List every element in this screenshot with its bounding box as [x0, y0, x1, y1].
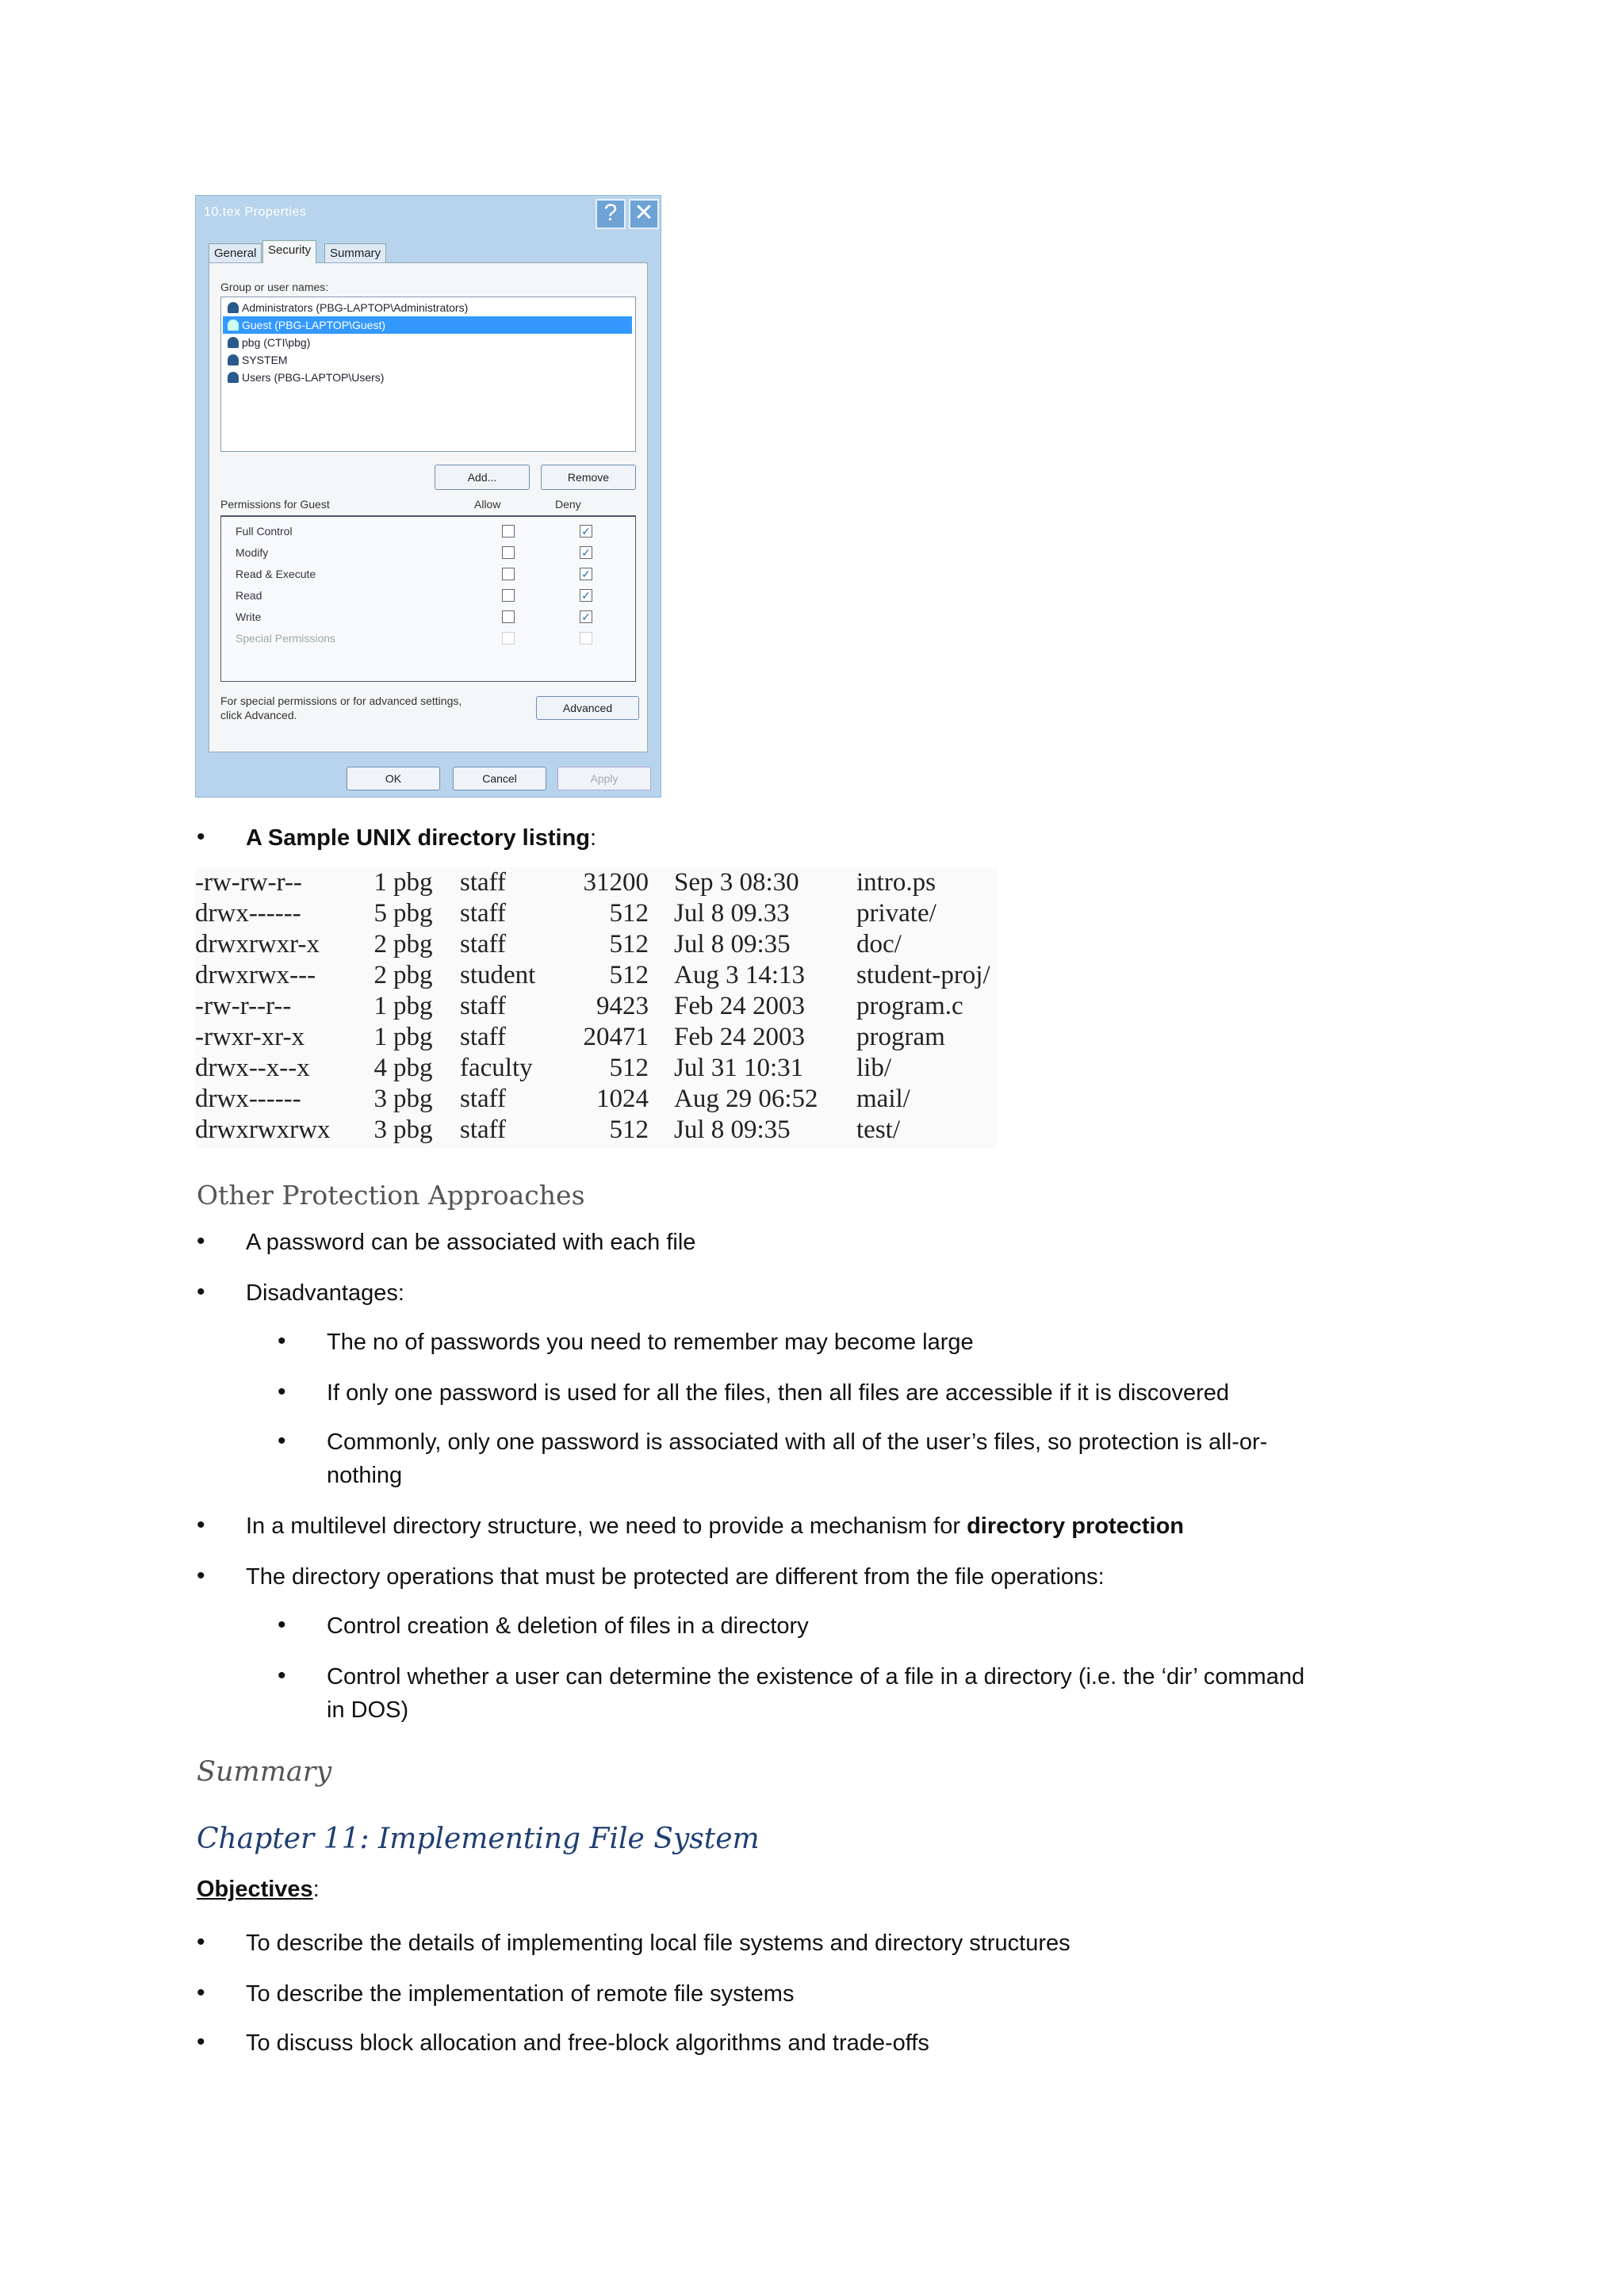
cancel-button[interactable]: Cancel — [453, 767, 546, 790]
sub-bullet: • — [278, 1379, 286, 1405]
deny-checkbox-special — [580, 632, 592, 645]
bullet: • — [197, 2029, 205, 2055]
security-panel — [209, 262, 648, 752]
dialog-title: 10.tex Properties — [204, 205, 307, 219]
add-button[interactable]: Add... — [435, 465, 530, 490]
user-item-system[interactable]: SYSTEM — [223, 351, 632, 369]
permission-row-modify: Modify ✓ — [236, 543, 632, 562]
sub-bullet-text-continued: in DOS) — [327, 1697, 409, 1723]
user-icon — [228, 320, 239, 331]
allow-checkbox-special — [502, 632, 515, 645]
ok-button[interactable]: OK — [347, 767, 440, 790]
permission-row-full-control: Full Control ✓ — [236, 522, 632, 541]
allow-checkbox-full-control[interactable] — [502, 525, 515, 538]
bullet: • — [197, 1279, 205, 1305]
permissions-label: Permissions for Guest — [220, 498, 330, 511]
sub-bullet-text-continued: nothing — [327, 1463, 403, 1488]
tab-summary[interactable]: Summary — [324, 243, 386, 263]
objective-item: To describe the details of implementing local file systems and directory structures — [246, 1931, 1071, 1956]
sub-bullet-text: Control creation & deletion of files in a directory — [327, 1613, 809, 1639]
sub-bullet-text: The no of passwords you need to remember may become large — [327, 1330, 974, 1355]
summary-heading: Summary — [197, 1756, 332, 1788]
user-icon — [228, 337, 239, 348]
deny-checkbox-read[interactable]: ✓ — [580, 589, 592, 602]
user-item-pbg[interactable]: pbg (CTI\pbg) — [223, 334, 632, 351]
listing-row: -rwxr-xr-x 1 pbg staff 20471 Feb 24 2003 program — [195, 1023, 945, 1051]
sub-bullet-text: Control whether a user can determine the existence of a file in a directory (i.e. the ‘dir’ command — [327, 1664, 1305, 1689]
users-icon — [228, 302, 239, 313]
sub-bullet: • — [278, 1663, 286, 1689]
permission-row-read: Read ✓ — [236, 586, 632, 605]
apply-button: Apply — [557, 767, 651, 790]
allow-checkbox-modify[interactable] — [502, 546, 515, 559]
listing-row: -rw-rw-r-- 1 pbg staff 31200 Sep 3 08:30 intro.ps — [195, 868, 936, 897]
deny-column-header: Deny — [555, 498, 581, 511]
allow-column-header: Allow — [474, 498, 501, 511]
bullet-text: A password can be associated with each file — [246, 1230, 696, 1255]
allow-checkbox-read-execute[interactable] — [502, 568, 515, 580]
permission-row-special: Special Permissions — [236, 629, 632, 648]
sub-bullet: • — [278, 1328, 286, 1354]
users-icon — [228, 372, 239, 383]
allow-checkbox-write[interactable] — [502, 610, 515, 623]
user-item-administrators[interactable]: Administrators (PBG-LAPTOP\Administrators) — [223, 299, 632, 316]
bullet: • — [197, 824, 205, 850]
objectives-label: Objectives: — [197, 1877, 320, 1902]
sub-bullet-text: If only one password is used for all the files, then all files are accessible if it is discovered — [327, 1380, 1229, 1406]
group-label: Group or user names: — [220, 281, 329, 293]
tab-security[interactable]: Security — [262, 240, 316, 263]
deny-checkbox-full-control[interactable]: ✓ — [580, 525, 592, 538]
permission-row-write: Write ✓ — [236, 607, 632, 626]
sub-bullet: • — [278, 1428, 286, 1454]
listing-row: drwx------ 5 pbg staff 512 Jul 8 09.33 private/ — [195, 899, 936, 928]
bullet-text: In a multilevel directory structure, we need to provide a mechanism for directory protection — [246, 1513, 1185, 1539]
bullet: • — [197, 1980, 205, 2006]
bullet: • — [197, 1512, 205, 1538]
listing-row: -rw-r--r-- 1 pbg staff 9423 Feb 24 2003 program.c — [195, 992, 963, 1020]
listing-row: drwx------ 3 pbg staff 1024 Aug 29 06:52 mail/ — [195, 1085, 910, 1113]
remove-button[interactable]: Remove — [541, 465, 636, 490]
permission-row-read-execute: Read & Execute ✓ — [236, 564, 632, 584]
objective-item: To describe the implementation of remote file systems — [246, 1981, 795, 2007]
chapter-heading: Chapter 11: Implementing File System — [197, 1823, 760, 1855]
listing-row: drwx--x--x 4 pbg faculty 512 Jul 31 10:31 lib/ — [195, 1054, 892, 1082]
allow-checkbox-read[interactable] — [502, 589, 515, 602]
user-list[interactable] — [220, 297, 636, 452]
permissions-list — [220, 515, 636, 682]
close-button[interactable]: ✕ — [629, 199, 659, 229]
unix-listing-heading: A Sample UNIX directory listing: — [246, 825, 597, 851]
tab-general[interactable]: General — [209, 243, 262, 263]
deny-checkbox-write[interactable]: ✓ — [580, 610, 592, 623]
bullet: • — [197, 1929, 205, 1955]
unix-directory-listing — [195, 867, 998, 1148]
objective-item: To discuss block allocation and free-block algorithms and trade-offs — [246, 2030, 929, 2056]
deny-checkbox-read-execute[interactable]: ✓ — [580, 568, 592, 580]
section-heading-other-protection: Other Protection Approaches — [197, 1180, 585, 1211]
listing-row: drwxrwxr-x 2 pbg staff 512 Jul 8 09:35 doc/ — [195, 930, 902, 959]
bullet-text: Disadvantages: — [246, 1280, 404, 1306]
sub-bullet-text: Commonly, only one password is associated with all of the user’s files, so protection is all-or- — [327, 1429, 1268, 1455]
user-item-users[interactable]: Users (PBG-LAPTOP\Users) — [223, 369, 632, 386]
bullet: • — [197, 1228, 205, 1254]
deny-checkbox-modify[interactable]: ✓ — [580, 546, 592, 559]
users-icon — [228, 354, 239, 365]
bullet: • — [197, 1563, 205, 1589]
listing-row: drwxrwx--- 2 pbg student 512 Aug 3 14:13 student-proj/ — [195, 961, 990, 989]
listing-row: drwxrwxrwx 3 pbg staff 512 Jul 8 09:35 test/ — [195, 1115, 900, 1144]
special-permissions-text: For special permissions or for advanced settings, — [220, 695, 462, 707]
help-button[interactable]: ? — [596, 199, 626, 229]
bullet-text: The directory operations that must be protected are different from the file operations: — [246, 1564, 1105, 1590]
advanced-button[interactable]: Advanced — [536, 696, 639, 720]
user-item-guest[interactable]: Guest (PBG-LAPTOP\Guest) — [223, 316, 632, 334]
special-permissions-text-2: click Advanced. — [220, 709, 297, 721]
sub-bullet: • — [278, 1612, 286, 1638]
properties-dialog — [195, 195, 661, 798]
